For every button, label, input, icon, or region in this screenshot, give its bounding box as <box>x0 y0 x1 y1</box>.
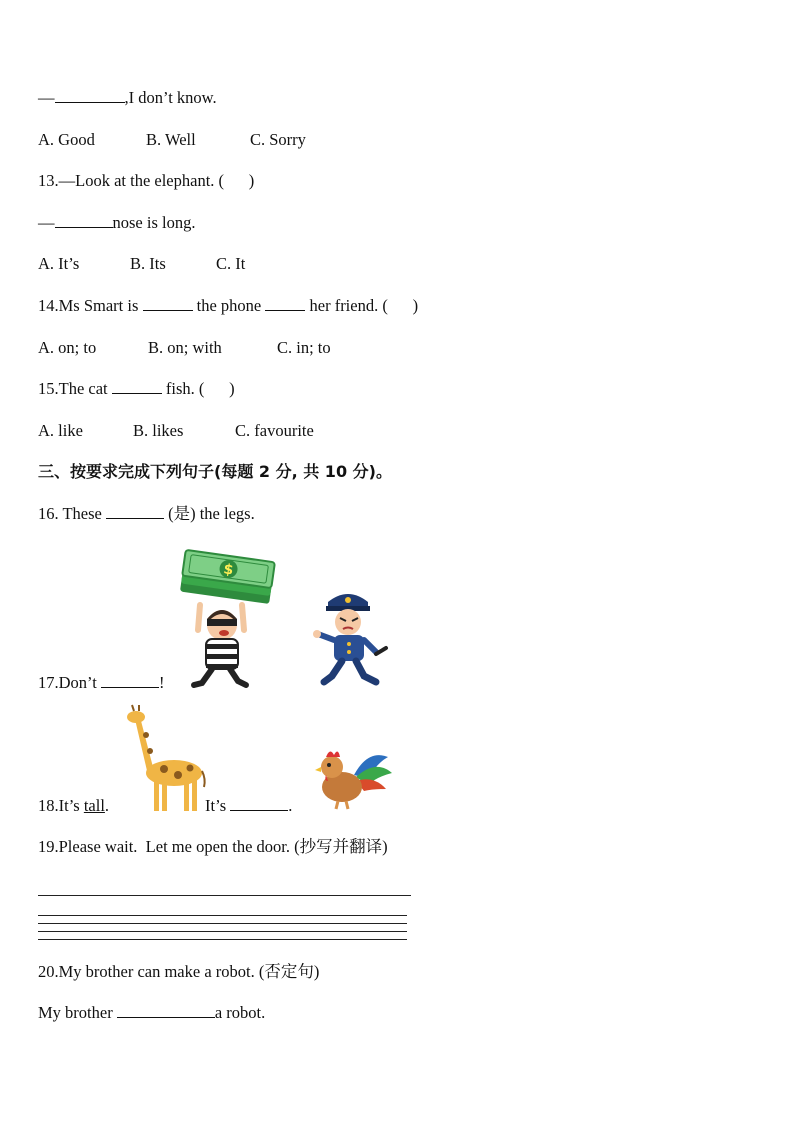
q15-question: 15.The cat fish. ( ) <box>38 379 235 398</box>
q14-question: 14.Ms Smart is the phone her friend. ( ) <box>38 296 419 315</box>
q16-question: 16. These (是) the legs. <box>38 504 255 523</box>
option-a[interactable]: A. It’s <box>38 254 80 273</box>
answer-blank[interactable] <box>55 213 113 228</box>
answer-blank[interactable] <box>55 88 125 103</box>
answer-blank[interactable] <box>101 673 159 688</box>
police-officer-icon <box>314 588 394 688</box>
q14-options <box>38 338 331 358</box>
q12-line: — ,I don’t know. <box>38 88 217 107</box>
q13-line: — nose is long. <box>38 213 196 232</box>
q13-options <box>38 254 245 274</box>
rooster-icon <box>312 745 392 811</box>
svg-text:$: $ <box>222 561 235 579</box>
answer-blank[interactable] <box>106 504 164 519</box>
q18-question: 18.It’s tall. It’s . <box>38 796 293 815</box>
q13-question: 13.—Look at the elephant. ( ) <box>38 171 255 190</box>
option-b[interactable]: B. Well <box>146 130 196 149</box>
option-c[interactable]: C. favourite <box>235 421 314 440</box>
option-a[interactable]: A. on; to <box>38 338 97 357</box>
answer-blank[interactable] <box>265 296 305 311</box>
option-a[interactable]: A. like <box>38 421 83 440</box>
option-c[interactable]: C. It <box>216 254 246 273</box>
q12-options <box>38 130 306 150</box>
q15-options <box>38 421 314 441</box>
answer-blank[interactable] <box>117 1003 215 1018</box>
q19-question: 19.Please wait. Let me open the door. (抄写并翻译) <box>38 837 388 856</box>
writing-line[interactable] <box>38 915 407 916</box>
answer-blank[interactable] <box>230 796 288 811</box>
option-c[interactable]: C. in; to <box>277 338 331 357</box>
writing-line[interactable] <box>38 931 407 932</box>
q17-question: 17.Don’t ! <box>38 673 165 692</box>
section-3-heading: 三、按要求完成下列句子(每题 2 分, 共 10 分)。 <box>38 462 392 481</box>
option-b[interactable]: B. Its <box>130 254 166 273</box>
option-b[interactable]: B. likes <box>133 421 184 440</box>
answer-blank[interactable] <box>143 296 193 311</box>
option-c[interactable]: C. Sorry <box>250 130 306 149</box>
option-b[interactable]: B. on; with <box>148 338 222 357</box>
q20-question: 20.My brother can make a robot. (否定句) <box>38 962 320 981</box>
writing-line[interactable] <box>38 923 407 924</box>
underlined-word: tall <box>83 796 105 815</box>
writing-line[interactable] <box>38 939 407 940</box>
thief-icon <box>186 595 256 690</box>
answer-blank[interactable] <box>112 379 162 394</box>
option-a[interactable]: A. Good <box>38 130 95 149</box>
q20-answer-line: My brother a robot. <box>38 1003 266 1022</box>
writing-line[interactable] <box>38 895 411 896</box>
